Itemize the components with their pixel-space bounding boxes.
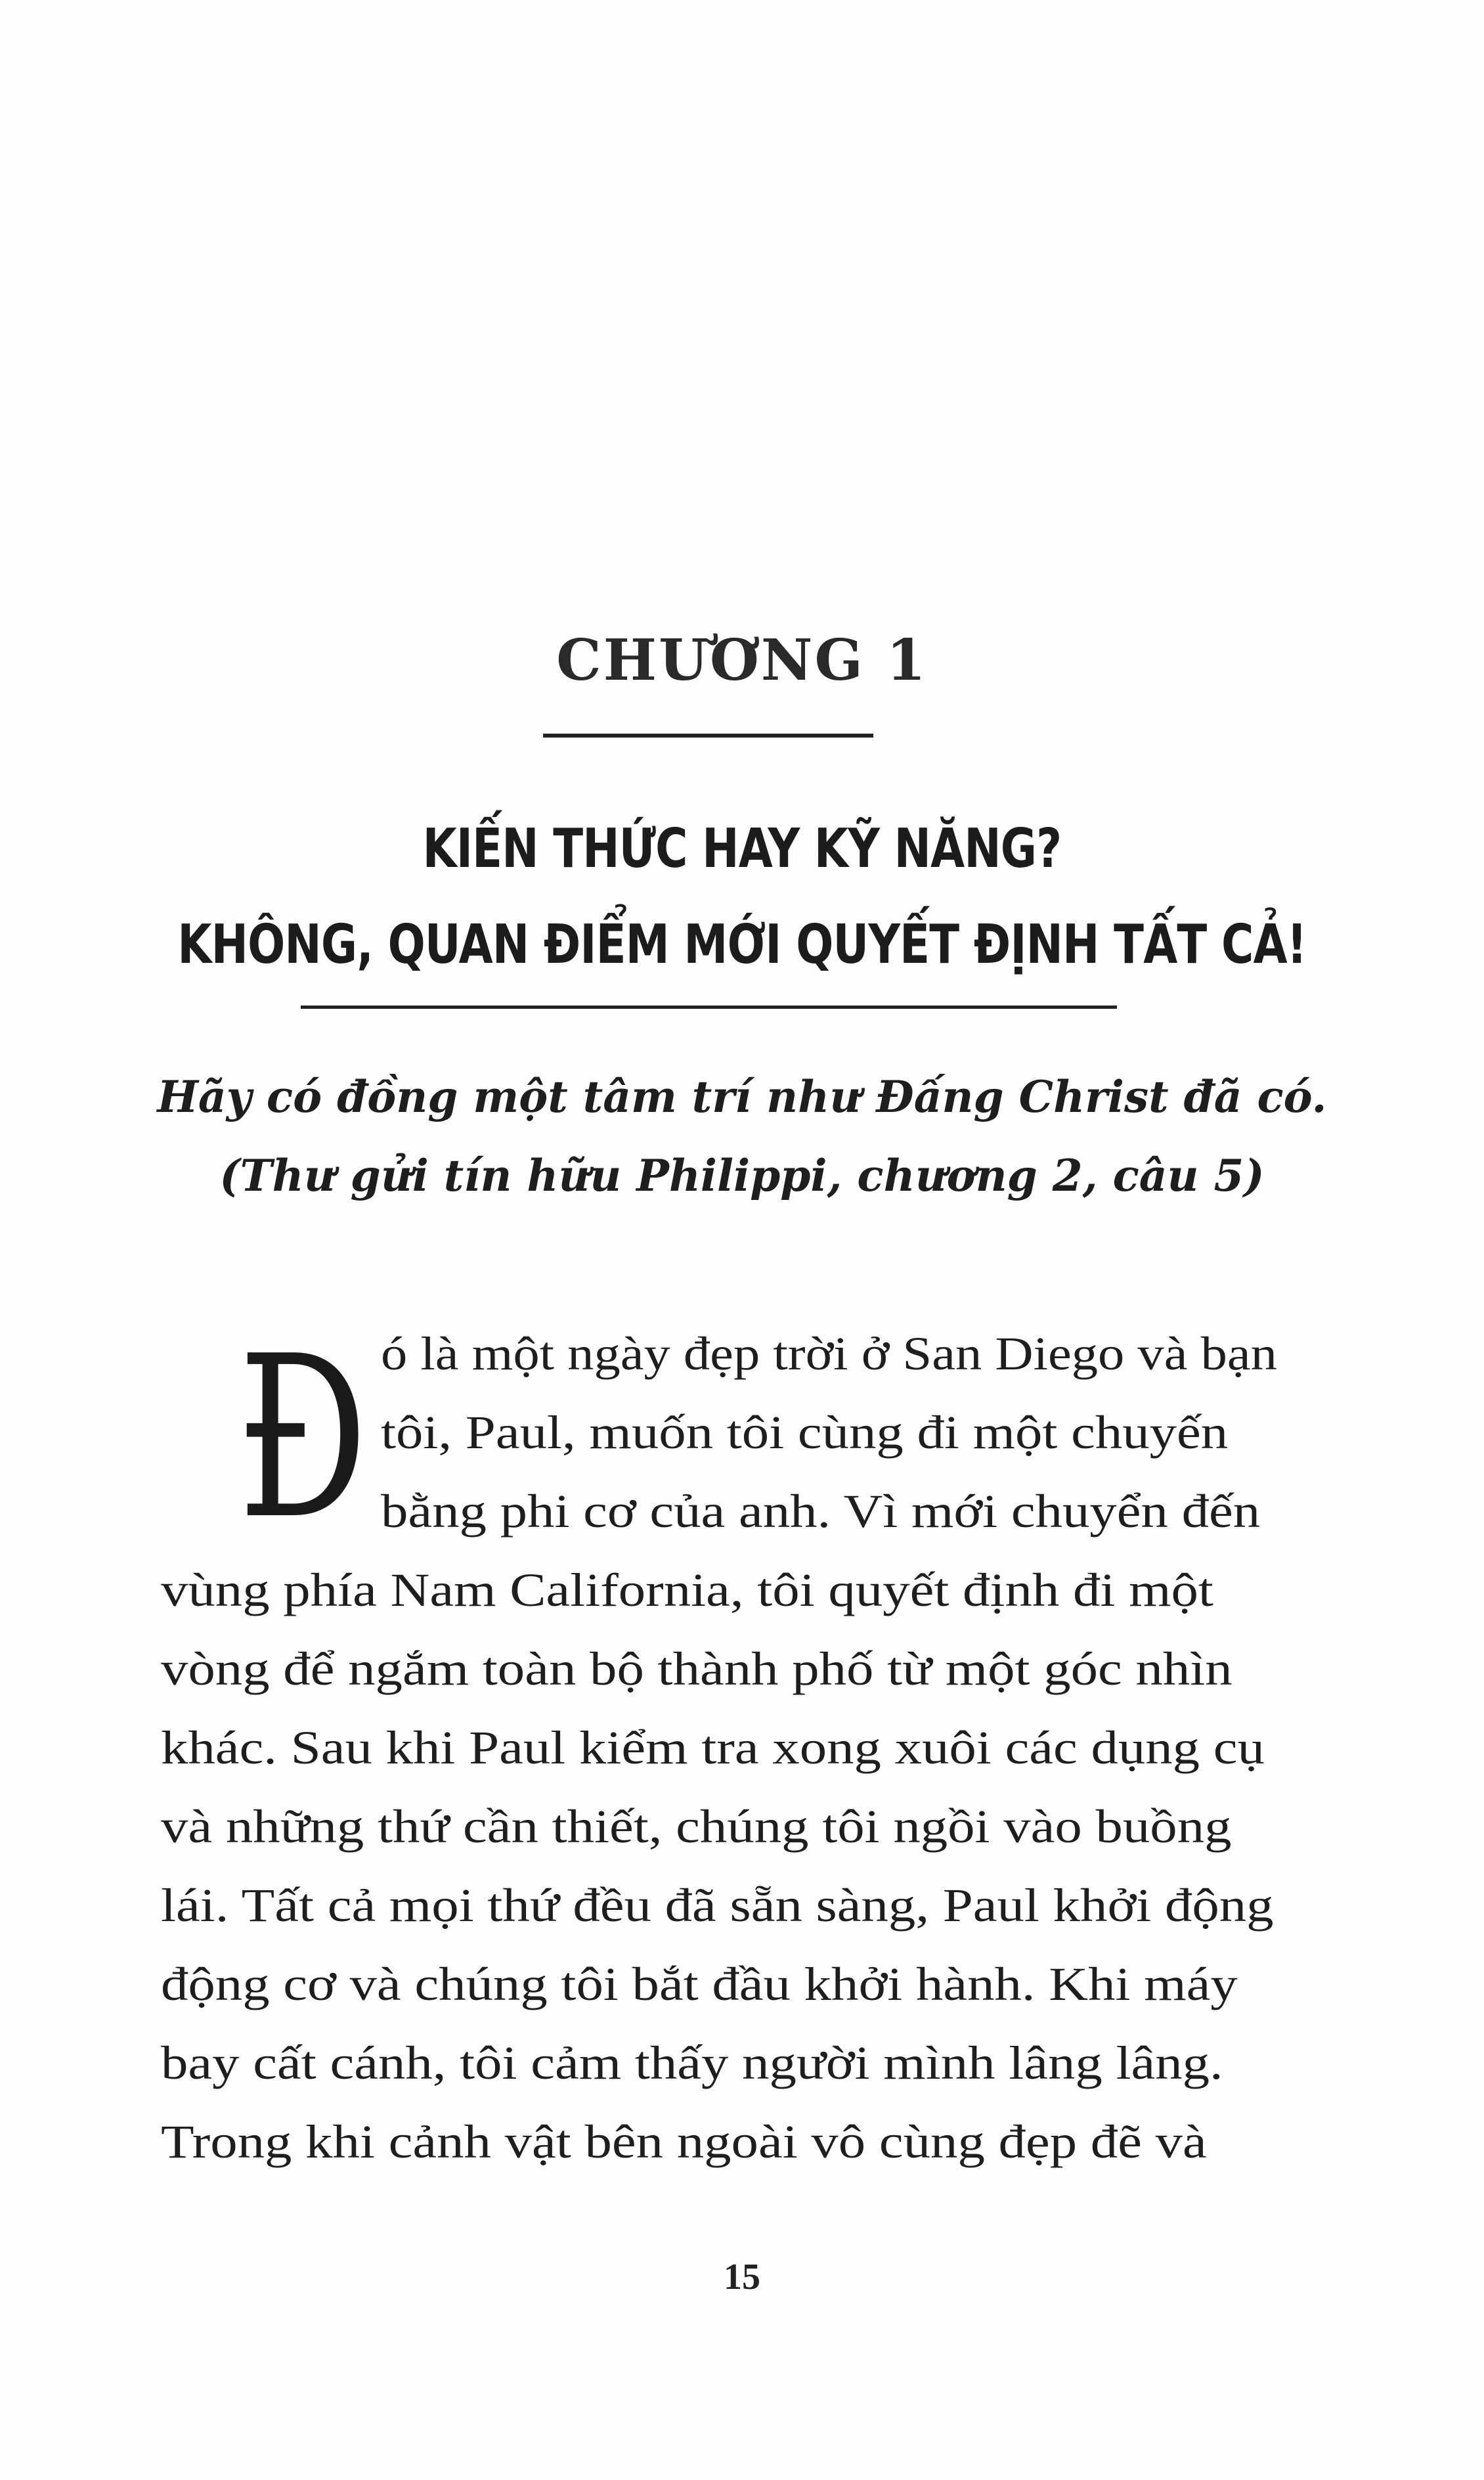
body-line: khác. Sau khi Paul kiểm tra xong xuôi các dụng cụ [161, 1721, 1265, 1774]
body-line: động cơ và chúng tôi bắt đầu khởi hành. Khi máy [161, 1958, 1238, 2010]
body-line: và những thứ cần thiết, chúng tôi ngồi vào buồng [161, 1800, 1232, 1853]
body-line: ó là một ngày đẹp trời ở San Diego và bạn [381, 1327, 1277, 1380]
chapter-divider-long [301, 1006, 1117, 1009]
chapter-title-line-2: KHÔNG, QUAN ĐIỂM MỚI QUYẾT ĐỊNH TẤT CẢ! [177, 914, 1307, 976]
chapter-title-line-1: KIẾN THỨC HAY KỸ NĂNG? [422, 818, 1062, 880]
body-line: bằng phi cơ của anh. Vì mới chuyển đến [381, 1485, 1261, 1538]
chapter-divider-short [543, 734, 873, 738]
chapter-title [133, 801, 1350, 993]
page-number: 15 [724, 2257, 760, 2297]
body-line: tôi, Paul, muốn tôi cùng đi một chuyến [381, 1406, 1229, 1459]
body-line: vòng để ngắm toàn bộ thành phố từ một góc nhìn [161, 1643, 1233, 1695]
body-line: bay cất cánh, tôi cảm thấy người mình lâng lâng. [161, 2037, 1223, 2089]
drop-cap: Đ [238, 1308, 368, 1568]
chapter-label: CHƯƠNG 1 [556, 627, 928, 694]
epigraph-source: (Thư gửi tín hữu Philippi, chương 2, câu 5) [219, 1150, 1265, 1201]
body-line: vùng phía Nam California, tôi quyết định đi một [161, 1564, 1213, 1616]
epigraph [0, 1057, 1484, 1215]
body-line: Trong khi cảnh vật bên ngoài vô cùng đẹp đẽ và [161, 2115, 1207, 2168]
body-line: lái. Tất cả mọi thứ đều đã sẵn sàng, Paul khởi động [161, 1879, 1274, 1932]
epigraph-quote: Hãy có đồng một tâm trí như Đấng Christ đã có. [157, 1071, 1327, 1122]
